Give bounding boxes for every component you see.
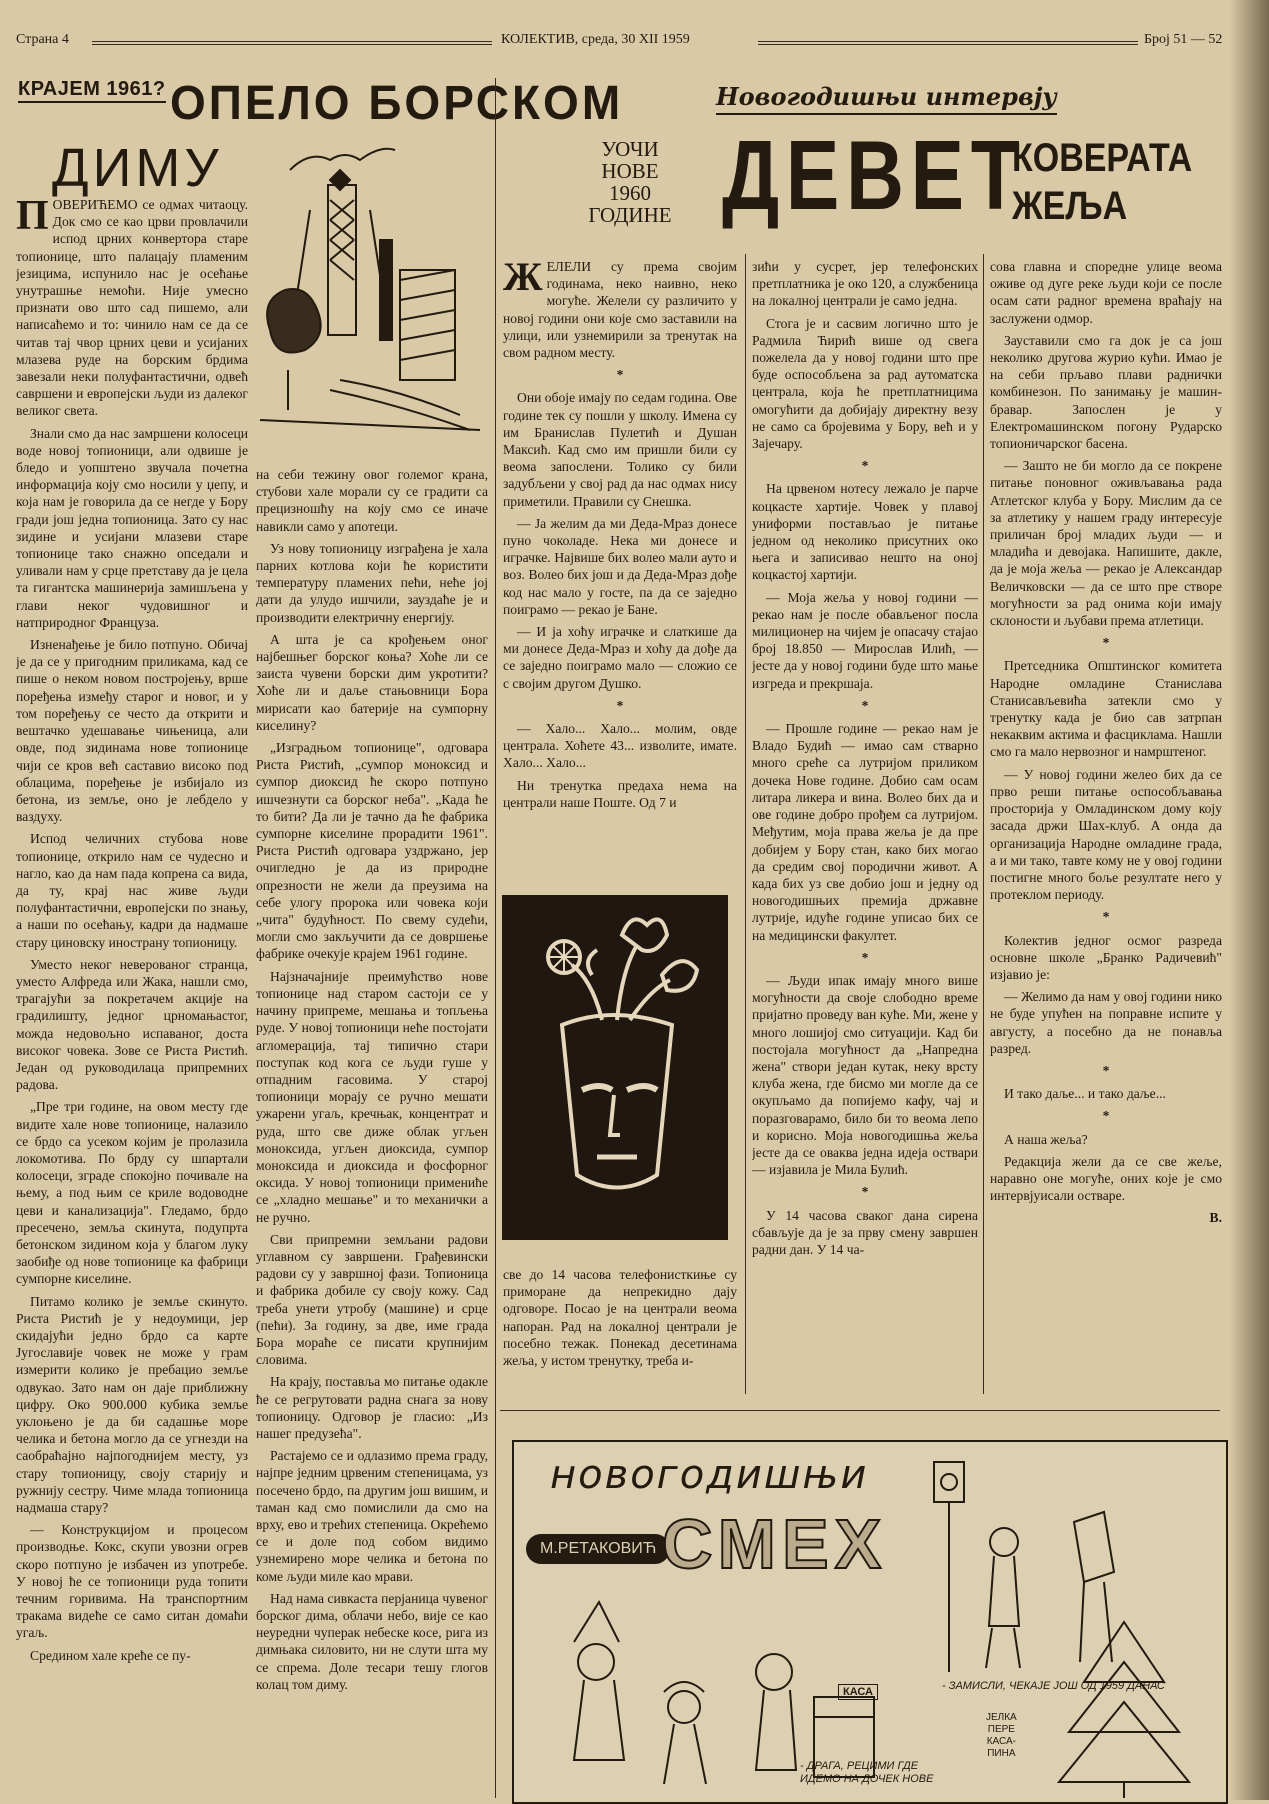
separator-star: *	[616, 697, 624, 713]
title-line: ГОДИНЕ	[588, 203, 672, 227]
separator-star: *	[861, 949, 869, 965]
article2-paragraph: — Хало... Хало... молим, овде централа. Хоћете 43... изволите, имате. Хало... Хало...	[503, 721, 737, 771]
article1-paragraph: Сви припремни земљани радови углавном су завршени. Грађевински радови су у завршној фази. Топионица и фабрика добиле су своју кожу. Сад треба унети утробу (машине) и срце (пећи). За годину, за две, име града Бора мораће се писати крупнијим словима.	[256, 1231, 488, 1368]
article2-paragraph: сова главна и споредне улице веома оживе од дуге реке људи који се после осам сати радног времена враћају на заслужени одмор.	[990, 259, 1222, 326]
article2-drop-cap: Ж	[503, 258, 543, 299]
title-line: НОВЕ	[601, 159, 659, 183]
article2-kicker: Новогодишњи интервју	[716, 82, 1057, 115]
flowers-drawing	[502, 895, 728, 1240]
article2-paragraph: И тако даље... и тако даље...	[1004, 1086, 1166, 1102]
article1-paragraph: Средином хале креће се пу-	[30, 1647, 191, 1663]
cartoon-heading: новогодишњи	[550, 1452, 869, 1498]
separator-star: *	[861, 697, 869, 713]
tree-label-line: КАСА-	[986, 1736, 1016, 1747]
article2-paragraph: А наша жеља?	[1004, 1131, 1088, 1147]
article2-title-right	[1012, 134, 1192, 230]
article2-paragraph: Они обоје имају по седам година. Ове године тек су пошли у школу. Имена су им Бранислав Пулетић и Душан Максић. Кад смо им пришли били су веома запослени. Толико су били задубљени у свој рад да нас одмах нису приметили. Правили су Снешка.	[503, 390, 737, 509]
flowers-illustration	[502, 895, 728, 1240]
article2-column-1-continued	[503, 1266, 737, 1394]
issue-number: Број 51 — 52	[1144, 32, 1223, 47]
article1-paragraph: „Изградњом топионице", одговара Риста Ристић, „сумпор моноксид и сумпор диоксид ће скоро потпуно ишчезнути са борског неба". „Када ће то бити? Да ли је тачно да ће фабрика сумпорне киселине прорадити 1961". Риста Ристић одговара уздржано, јер очигледно је да из природне опрезности не жели да преузима на себе улогу пророка или човека који „чита" будућност. По свему судећи, могли смо закључити да се довршење фабрике очекује крајем 1961 године.	[256, 740, 488, 962]
cartoon-caption-right: - ЗАМИСЛИ, ЧЕКАЈЕ ЈОШ ОД 1959 ДАНАС	[942, 1680, 1165, 1692]
article1-drop-cap: П	[16, 196, 49, 239]
page-edge-shadow	[1229, 0, 1269, 1800]
article2-paragraph: Ни тренутка предаха нема на централи наше Поште. Од 7 и	[503, 777, 737, 810]
article1-paragraph: Питамо колико је земље скинуто. Риста Ристић је у недоумици, јер скидајући једно брдо са карте Југославије човек не може у грам измерити колико је пребацио земље одвукао. Зато нам он даје приближну цифру. Око 900.000 кубика земље уклоњено је да би садашње море челика и бетона могло да се угнезди на саобраћајно најпогоднијем месту, уз стару топионицу, своју старију и ружнију сестру. Чиме млада топионица надмаша стару?	[16, 1293, 248, 1516]
separator-star: *	[1102, 1108, 1110, 1124]
column-divider	[983, 254, 984, 1394]
article1-paragraph: Уз нову топионицу изграђена је хала парних котлова који ће користити температуру пламених пећи, неће јој дати да улудо ишчили, зауздаће је и производити електричну енергију.	[256, 540, 488, 625]
article1-paragraph: Изненађење је било потпуно. Обичај је да се у пригодним приликама, кад се пише о неком новом постројењу, врше поређења између старог и новог, и у том поређењу се често да открити и вештачко удешавање чињеница, али овде, под зидинама нове топионице чији се кров већ саставио високо под облацима, поређење је избијало из бетона, из земље, оно је лебдело у ваздуху.	[16, 637, 248, 825]
smelter-drawing	[250, 140, 485, 445]
article2-column-2	[752, 258, 978, 1394]
separator-star: *	[1102, 909, 1110, 925]
article2-paragraph: ЕЛЕЛИ су према својим годинама, неко наивно, неко могуће. Желели су различито у новој години они које смо заставили на улици, или узнемирили за тренутак на свом радном месту.	[503, 259, 737, 361]
header-rule-left	[92, 41, 492, 45]
separator-star: *	[861, 458, 869, 474]
article2-column-3	[990, 258, 1222, 1394]
article1-paragraph: ОВЕРИЋЕМО се одмах читаоцу. Док смо се као црви провлачили испод црних конвертора старе топионице, што палацају пламеним језицима, испунило нас је осећање унутрашње немоћи. Није умесно признати ово што сад пишемо, али написаћемо и то: чинило нам се да се читав тај чвор црних цеви и усијаних млазева руде на борским брдима завезали неки полуфантастични, одвећ савршени и европејски људи из далеког великог света.	[16, 197, 248, 419]
cartoon-big-word: СМЕХ	[662, 1505, 888, 1583]
column-divider	[495, 78, 496, 1798]
article1-title-big: ДИМУ	[52, 138, 223, 198]
separator-star: *	[1102, 635, 1110, 651]
article1-paragraph: Над нама сивкаста перјаница чувеног борског дима, облачи небо, вије се као неуредни чуперак небеске косе, рига из димњака силовито, ни не слути шта му се спрема. Доле тесари тешу глогов колац том диму.	[256, 1590, 488, 1692]
caption-line: ИДЕМО НА ДОЧЕК НОВЕ	[800, 1773, 934, 1785]
cartoon-drawings	[514, 1442, 1222, 1798]
article1-kicker: КРАЈЕМ 1961?	[18, 78, 166, 103]
article2-paragraph: — У новој години желео бих да се прво реши питање оспособљавања просторија у Омладинском дому коју засада држи Шах-клуб. А онда да организација Народне омладине града, а и ми тако, тавте кому не у овој години постигне много боље резултате него у протеклом периоду.	[990, 766, 1222, 903]
article1-paragraph: на себи тежину овог големог крана, стубови хале морали су се градити са прецизношћу на коју смо се иначе навикли само у апотеци.	[256, 467, 488, 534]
article2-paragraph: — Моја жеља у новој години — рекао нам је после обављеног посла милиционер на чијем је опасачу стајао број 18.850 — Мирослав Илић, — јесте да у новој години буде што мање изгреда и прекршаја.	[752, 589, 978, 691]
tree-label-line: ПИНА	[987, 1748, 1016, 1759]
page-header	[16, 30, 1226, 54]
article1-paragraph: Испод челичних стубова нове топионице, открило нам се чудесно и нагло, као да нам пада копрена са вида, да ту, крај нас живе људи полуфантастични, европејски по знању, а наши по осећању, кадри да надмаше стару циновску иностранy топионицу.	[16, 831, 248, 950]
article1-column-1	[16, 196, 248, 1800]
article2-paragraph: Редакција жели да се све жеље, наравно оне могуће, оних које је смо интервјуисали остваре.	[990, 1153, 1222, 1204]
tree-label-line: ЈЕЛКА	[986, 1712, 1017, 1723]
article2-title-big: ДЕВЕТ	[722, 120, 1027, 230]
article1-paragraph: „Пре три године, на овом месту где видите хале нове топионице, налазило се брдо са усеком којим је пролазила локомотива. По брду су шпартали колосеци, зграде спокојно почивале на њему, а под њим се криле водоводне цеви и канализација". Гледамо, брдо пресечено, земља скинута, подупрта бетонском зидином која у благом луку заобиђе од нове топионице ка фабрици сумпорне киселине.	[16, 1099, 248, 1287]
article1-paragraph: А шта је са крођењем оног најбешњег борског коња? Хоће ли се заиста чувени борски дим укротити? Хоће ли и даље стањовници Бора мирисати као батерије на сумпорну киселину?	[256, 631, 488, 733]
article2-paragraph: У 14 часова сваког дана сирена сбављује да је за прву смену завршен радни дан. У 14 ча-	[752, 1207, 978, 1257]
article1-paragraph: Уместо неког неверованог странца, уместо Алфреда или Жака, нашли смо, трагајући за покретачем акције на градилишту, једног црномањастог, можда недовољно испаваног, доста високог човека. Зове се Риста Ристић. Један од руководилаца припремних радова.	[16, 956, 248, 1093]
article2-paragraph: Зауставили смо га док је са још неколико другова журио кући. Имао је на себи прљаво плави раднички комбинезон. По занимању је машин-бравар. Запослен је у Електромашинском погону Рударско топионичарског басена.	[990, 332, 1222, 452]
article1-paragraph: На крају, поставља мо питање одакле ће се регрутовати радна снага за нову топионицу. Одговор је гласио: „Из нашег предузећа".	[256, 1374, 488, 1441]
separator-star: *	[861, 1184, 869, 1200]
article2-paragraph: На црвеном нотесу лежало је парче коцкасте хартије. Човек у плавој униформи постављао је питање једном од неколико присутних око њега и записивао нешто на оној коцкастој хартији.	[752, 481, 978, 583]
article1-lead-paragraph	[16, 196, 248, 420]
article1-paragraph: Знали смо да нас замршени колосеци воде новој топионици, али одвише је бледо и уопштено звучала почетна информација коју смо носили у џепу, и која нам је говорила да се негде у Бору гради још једна топионица. Зато су нас зидине и усијани млазеви старе топионице тако снажно опседали и уливали нам у срце претставу да је цела та гигантска машинерија замишљена у глави неког чудовишног и натприродног Француза.	[16, 425, 248, 630]
title-line: ЖЕЉА	[1012, 184, 1128, 228]
separator-star: *	[616, 367, 624, 383]
article2-paragraph: — Зашто не би могло да се покрене питање поновног оживљавања рада Атлетског клуба у Бору. Мислим да се за атлетику у нашем граду интересује приличан број младих људи — и младића и девојака. Напишите, дакле, да је моја жеља — рекао је Александар Величковски — да се што пре створе могућности за рад онима који имају склоности и љубави према атлетици.	[990, 458, 1222, 629]
article1-paragraph: Најзначајније преимућство нове топионице над старом састоји се у начину припреме, мешања и топљења руде. У новој топионици неће постојати агломерација, тај типично стари поступак код кога се људи гуше у отпадним гасовима. У старој топионици морају се ручно мешати ужарени угаљ, кречњак, концентрат и руда, што све диже облак угљен моноксида, угљен диоксида, сумпор моноксида и диоксида и фосфорног оксида. У новој топионици примениће се „хладно мешање" и то механички а не ручно.	[256, 968, 488, 1225]
article2-paragraph: Претседника Општинског комитета Народне омладине Станислава Станисављевића затекли смо у тренутку када је био сав затрпан некаквим актима и фасциклама. Нашли смо га мало нервозног и намрштеног.	[990, 658, 1222, 760]
article2-paragraph: Колектив једног осмог разреда основне школе „Бранко Радичевић" изјавио је:	[990, 932, 1222, 982]
column-divider	[745, 254, 746, 1394]
article2-paragraph: — И ја хоћу играчке и слаткише да ми донесе Деда-Мраз и хоћу да дође да се заједно поиграмо мало — сложио се с својим другом Душко.	[503, 624, 737, 691]
masthead: КОЛЕКТИВ, среда, 30 XII 1959	[501, 32, 690, 47]
article1-column-2	[256, 466, 488, 1800]
article2-paragraph: — Људи ипак имају много више могућности да своје слободно време пријатно проведу ван куће. Ми, жене у много лошијој смо ситуацији. Кад би постојала могућност да „Напредна жена" створи један кутак, неку врсту клуба жена, где бисмо ми могле да се окупљамо да попијемо кафу, чај и поразговарамо, било би то веома лепо и корисно. Моја новогодишња жеља јесте да се оваква једна идеја оствари — изјавила је Мила Булић.	[752, 972, 978, 1178]
article2-paragraph: зићи у сусрет, јер телефонских претплатника је око 120, а службеница на локалној централи је само једна.	[752, 259, 978, 309]
article2-paragraph: — Желимо да нам у овој години нико не буде упућен на поправне испите у августу, а посебно да не понавља разред.	[990, 989, 1222, 1056]
header-rule-right	[758, 41, 1138, 45]
tree-label-line: ПЕРЕ	[987, 1724, 1015, 1735]
article1-paragraph: Растајемо се и одлазимо према граду, најпре једним црвеним степеницама, уз посечено брдо, па другим још вишим, и таман кад смо помислили да смо на врху, ево и трећих степеница. Окрећемо се и доле под собом видимо узнемирено море челика и бетона по коме људи миле као мрави.	[256, 1448, 488, 1584]
article2-left-title	[570, 138, 690, 226]
caption-line: - ДРАГА, РЕЦИМИ ГДЕ	[800, 1760, 919, 1772]
article2-paragraph: — Ја желим да ми Деда-Мраз донесе пуно чоколаде. Нека ми донесе и играчке. Највише бих волео мали ауто и воз. Волео бих још и да Деда-Мраз дође код нас мало у госте, па да се заједно поиграмо — рекао је Бане.	[503, 515, 737, 617]
article2-column-1	[503, 258, 737, 860]
article2-paragraph: — Прошле године — рекао нам је Владо Будић — имао сам стварно много среће са лутријом приликом дочека Нове године. Добио сам осам литара ликера и вина. Волео бих да и ове године добро прођем са лутријом. Међутим, моја права жеља је да пре добијем у Бору стан, како бих могао да средим свој породични живот. А када бих уз све добио још и једну од новогодишњих премија државне лутрије, идуће године уписао бих се на медицински факултет.	[752, 721, 978, 943]
cartoon-author: М.РЕТАКОВИЋ	[526, 1534, 670, 1564]
article2-paragraph: Стога је и сасвим логично што је Радмила Ћирић више од свега пожелела да у новој години што пре буде оспособљена за рад аутоматска централа, која ће претплатницима омогућити да добијају директну везу не само са бројевима у Бору, већ и у Зајечару.	[752, 315, 978, 452]
separator-star: *	[1102, 1062, 1110, 1078]
title-line: КОВЕРАТА	[1012, 136, 1193, 180]
cartoon-panel	[512, 1440, 1228, 1804]
smelter-illustration	[250, 140, 485, 445]
title-line: УОЧИ	[601, 137, 659, 161]
article1-title-top: ОПЕЛО БОРСКОМ	[170, 74, 624, 130]
article1-paragraph: — Конструкцијом и процесом производње. Кокс, скупи увозни огрев скоро потпуно је избачен из употребе. У новој ће се топионици руда топити течним горивима. На транспортним тракама видеће се само ситан домаћи угаљ.	[16, 1522, 248, 1641]
article2-paragraph: све до 14 часова телефонисткиње су приморане да непрекидно дају одговоре. Посао је на централи веома напоран. Рад на локалној централи је посебно тежак. Понекад десетинама жеља, у истом тренутку, треба и-	[503, 1267, 737, 1369]
title-line: 1960	[609, 181, 651, 205]
article2-signature: В.	[1209, 1210, 1222, 1226]
article2-lead-paragraph	[503, 258, 737, 361]
page-number: Страна 4	[16, 32, 69, 47]
cartoon-top-rule	[500, 1410, 1220, 1411]
kasa-sign: КАСА	[838, 1684, 878, 1700]
